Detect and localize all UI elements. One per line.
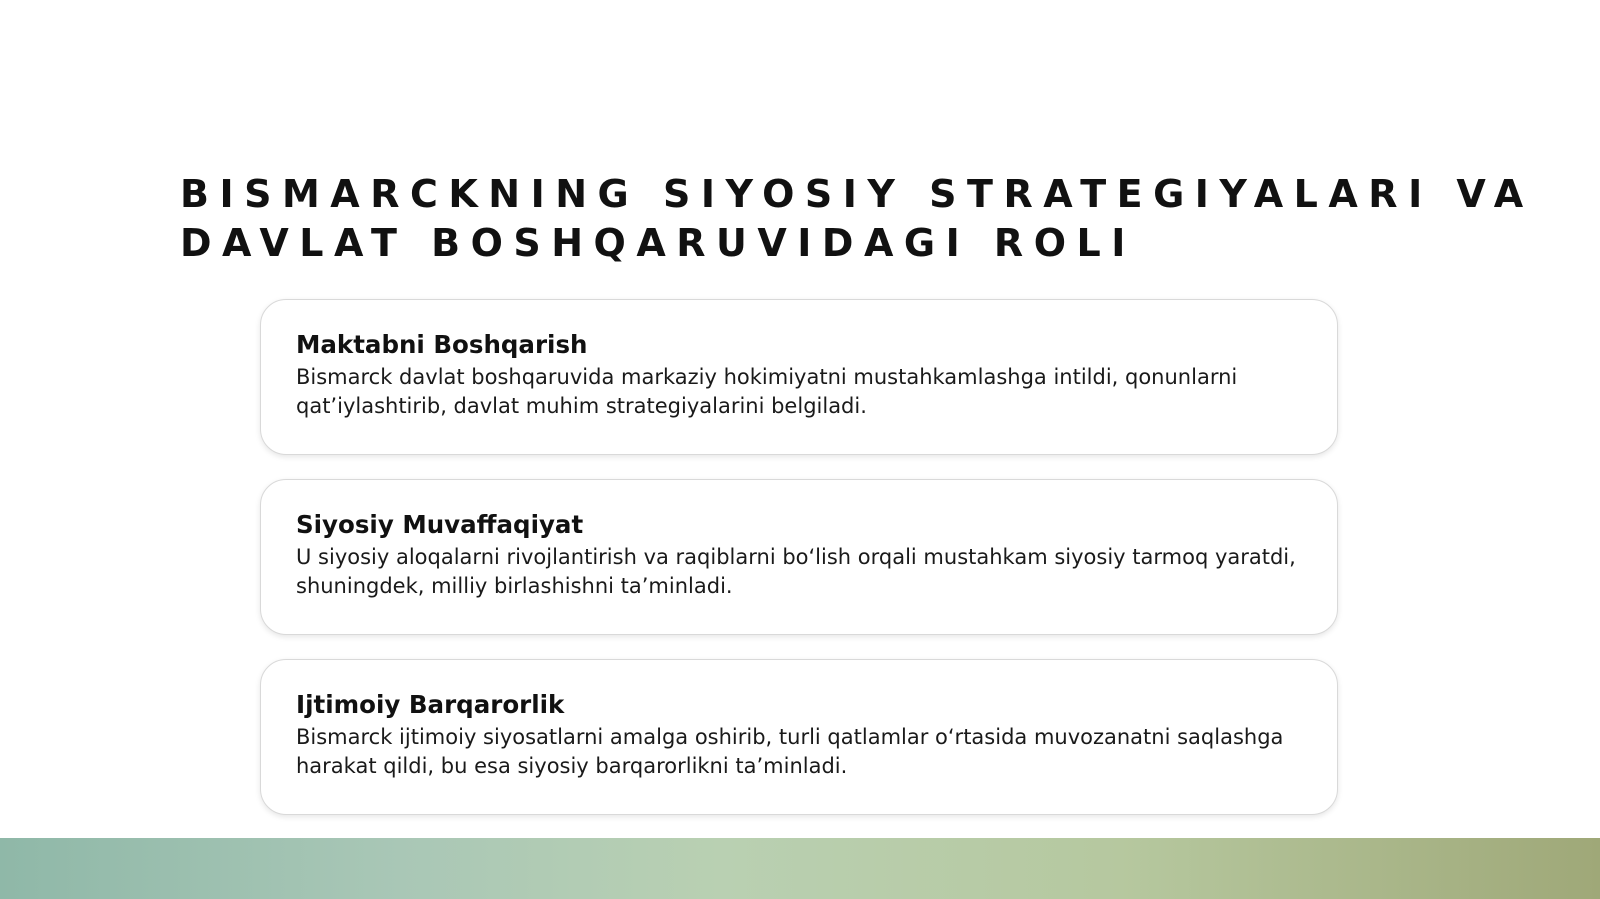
- card-title: Siyosiy Muvaffaqiyat: [296, 510, 584, 539]
- slide-title-line-2: DAVLAT BOSHQARUVIDAGI ROLI: [180, 221, 1136, 265]
- slide-title-line-1: BISMARCKNING SIYOSIY STRATEGIYALARI VA: [180, 172, 1534, 216]
- card-text: Bismarck ijtimoiy siyosatlarni amalga oshirib, turli qatlamlar o‘rtasida muvozanatni saqlashga harakat qildi, bu esa siyosiy barqarorlikni ta’minladi.: [296, 725, 1284, 778]
- card-text: Bismarck davlat boshqaruvida markaziy hokimiyatni mustahkamlashga intildi, qonunlarni qat’iylashtirib, davlat muhim strategiyalarini belgiladi.: [296, 365, 1238, 418]
- card-list: [260, 299, 1338, 839]
- card-maktabni-boshqarish: [260, 299, 1338, 455]
- slide-title: [180, 170, 1580, 268]
- card-siyosiy-muvaffaqiyat: [260, 479, 1338, 635]
- footer-gradient-band: [0, 838, 1600, 899]
- card-title: Maktabni Boshqarish: [296, 330, 588, 359]
- card-ijtimoiy-barqarorlik: [260, 659, 1338, 815]
- card-title: Ijtimoiy Barqarorlik: [296, 690, 565, 719]
- card-text: U siyosiy aloqalarni rivojlantirish va raqiblarni bo‘lish orqali mustahkam siyosiy tarmoq yaratdi, shuningdek, milliy birlashishni ta’minladi.: [296, 545, 1296, 598]
